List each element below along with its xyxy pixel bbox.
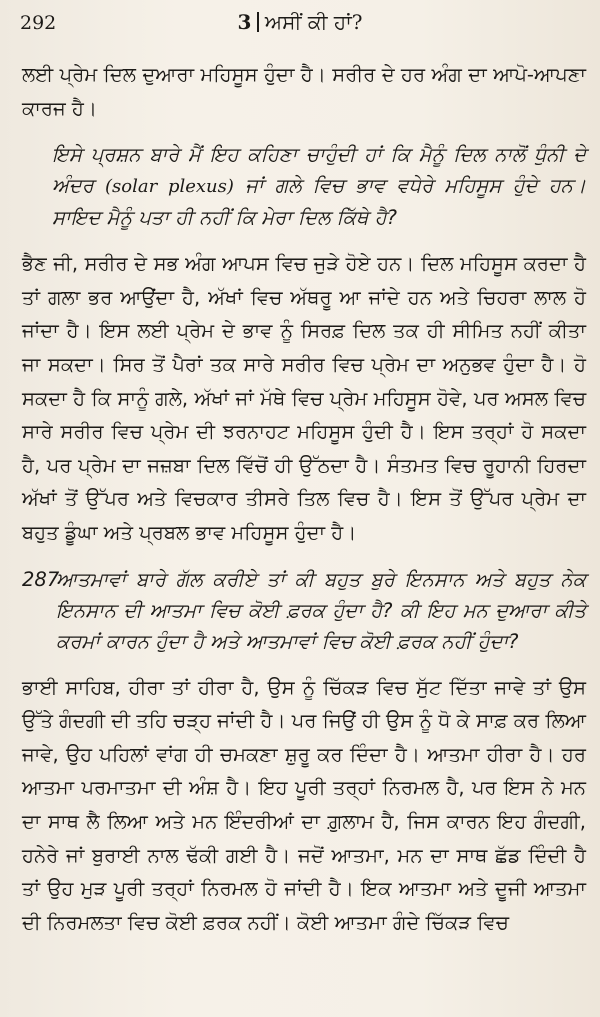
numbered-question — [22, 564, 586, 657]
body-text — [22, 58, 586, 939]
answer-paragraph: ਭਾਈ ਸਾਹਿਬ, ਹੀਰਾ ਤਾਂ ਹੀਰਾ ਹੈ, ਉਸ ਨੂੰ ਚਿੱਕੜ ਵਿਚ ਸੁੱਟ ਦਿੱਤਾ ਜਾਵੇ ਤਾਂ ਉਸ ਉੱਤੇ ਗੰਦਗੀ ਦੀ ਤਹਿ ਚੜ੍ਹ ਜਾਂਦੀ ਹੈ। ਪਰ ਜਿਉਂ ਹੀ ਉਸ ਨੂੰ ਧੋ ਕੇ ਸਾਫ਼ ਕਰ ਲਿਆ ਜਾਵੇ, ਉਹ ਪਹਿਲਾਂ ਵਾਂਗ ਹੀ ਚਮਕਣਾ ਸ਼ੁਰੂ ਕਰ ਦਿੰਦਾ ਹੈ। ਆਤਮਾ ਹੀਰਾ ਹੈ। ਹਰ ਆਤਮਾ ਪਰਮਾਤਮਾ ਦੀ ਅੰਸ਼ ਹੈ। ਇਹ ਪੂਰੀ ਤਰ੍ਹਾਂ ਨਿਰਮਲ ਹੈ, ਪਰ ਇਸ ਨੇ ਮਨ ਦਾ ਸਾਥ ਲੈ ਲਿਆ ਅਤੇ ਮਨ ਇੰਦਰੀਆਂ ਦਾ ਗ਼ੁਲਾਮ ਹੈ, ਜਿਸ ਕਾਰਨ ਇਹ ਗੰਦਗੀ, ਹਨੇਰੇ ਜਾਂ ਬੁਰਾਈ ਨਾਲ ਢੱਕੀ ਗਈ ਹੈ। ਜਦੋਂ ਆਤਮਾ, ਮਨ ਦਾ ਸਾਥ ਛੱਡ ਦਿੰਦੀ ਹੈ ਤਾਂ ਉਹ ਮੁੜ ਪੂਰੀ ਤਰ੍ਹਾਂ ਨਿਰਮਲ ਹੋ ਜਾਂਦੀ ਹੈ। ਇਕ ਆਤਮਾ ਅਤੇ ਦੂਜੀ ਆਤਮਾ ਦੀ ਨਿਰਮਲਤਾ ਵਿਚ ਕੋਈ ਫ਼ਰਕ ਨਹੀਂ। ਕੋਈ ਆਤਮਾ ਗੰਦੇ ਚਿੱਕੜ ਵਿਚ — [22, 675, 586, 934]
answer-paragraph-continued: ਲਈ ਪ੍ਰੇਮ ਦਿਲ ਦੁਆਰਾ ਮਹਿਸੂਸ ਹੁੰਦਾ ਹੈ। ਸਰੀਰ ਦੇ ਹਰ ਅੰਗ ਦਾ ਆਪੋ-ਆਪਣਾ ਕਾਰਜ ਹੈ। — [22, 63, 586, 120]
question-text: ਆਤਮਾਵਾਂ ਬਾਰੇ ਗੱਲ ਕਰੀਏ ਤਾਂ ਕੀ ਬਹੁਤ ਬੁਰੇ ਇਨਸਾਨ ਅਤੇ ਬਹੁਤ ਨੇਕ ਇਨਸਾਨ ਦੀ ਆਤਮਾ ਵਿਚ ਕੋਈ ਫ਼ਰਕ ਹੁੰਦਾ ਹੈ? ਕੀ ਇਹ ਮਨ ਦੁਆਰਾ ਕੀਤੇ ਕਰਮਾਂ ਕਾਰਨ ਹੁੰਦਾ ਹੈ ਅਤੇ ਆਤਮਾਵਾਂ ਵਿਚ ਕੋਈ ਫ਼ਰਕ ਨਹੀਂ ਹੁੰਦਾ? — [56, 567, 586, 653]
running-head — [14, 10, 586, 34]
chapter-title: ਅਸੀਂ ਕੀ ਹਾਂ? — [264, 10, 363, 34]
chapter-number: 3 — [237, 10, 252, 34]
answer-paragraph: ਭੈਣ ਜੀ, ਸਰੀਰ ਦੇ ਸਭ ਅੰਗ ਆਪਸ ਵਿਚ ਜੁੜੇ ਹੋਏ ਹਨ। ਦਿਲ ਮਹਿਸੂਸ ਕਰਦਾ ਹੈ ਤਾਂ ਗਲਾ ਭਰ ਆਉਂਦਾ ਹੈ, ਅੱਖਾਂ ਵਿਚ ਅੱਥਰੂ ਆ ਜਾਂਦੇ ਹਨ ਅਤੇ ਚਿਹਰਾ ਲਾਲ ਹੋ ਜਾਂਦਾ ਹੈ। ਇਸ ਲਈ ਪ੍ਰੇਮ ਦੇ ਭਾਵ ਨੂੰ ਸਿਰਫ਼ ਦਿਲ ਤਕ ਹੀ ਸੀਮਿਤ ਨਹੀਂ ਕੀਤਾ ਜਾ ਸਕਦਾ। ਸਿਰ ਤੋਂ ਪੈਰਾਂ ਤਕ ਸਾਰੇ ਸਰੀਰ ਵਿਚ ਪ੍ਰੇਮ ਦਾ ਅਨੁਭਵ ਹੁੰਦਾ ਹੈ। ਹੋ ਸਕਦਾ ਹੈ ਕਿ ਸਾਨੂੰ ਗਲੇ, ਅੱਖਾਂ ਜਾਂ ਮੱਥੇ ਵਿਚ ਪ੍ਰੇਮ ਮਹਿਸੂਸ ਹੋਵੇ, ਪਰ ਅਸਲ ਵਿਚ ਸਾਰੇ ਸਰੀਰ ਵਿਚ ਪ੍ਰੇਮ ਦੀ ਝਰਨਾਹਟ ਮਹਿਸੂਸ ਹੁੰਦੀ ਹੈ। ਇਸ ਤਰ੍ਹਾਂ ਹੋ ਸਕਦਾ ਹੈ, ਪਰ ਪ੍ਰੇਮ ਦਾ ਜਜ਼ਬਾ ਦਿਲ ਵਿੱਚੋਂ ਹੀ ਉੱਠਦਾ ਹੈ। ਸੰਤਮਤ ਵਿਚ ਰੂਹਾਨੀ ਹਿਰਦਾ ਅੱਖਾਂ ਤੋਂ ਉੱਪਰ ਅਤੇ ਵਿਚਕਾਰ ਤੀਸਰੇ ਤਿਲ ਵਿਚ ਹੈ। ਇਸ ਤੋਂ ਉੱਪਰ ਪ੍ਰੇਮ ਦਾ ਬਹੁਤ ਡੂੰਘਾ ਅਤੇ ਪ੍ਰਬਲ ਭਾਵ ਮਹਿਸੂਸ ਹੁੰਦਾ ਹੈ। — [22, 252, 586, 544]
question-number: 287 — [22, 567, 60, 591]
latin-term: (solar plexus) — [105, 176, 234, 198]
page-number: 292 — [20, 12, 57, 34]
page-header — [14, 6, 586, 42]
question-text-part2: ਜਾਂ ਗਲੇ ਵਿਚ ਭਾਵ ਵਧੇਰੇ ਮਹਿਸੂਸ ਹੁੰਦੇ ਹਨ। ਸਾਇਦ ਮੈਨੂੰ ਪਤਾ ਹੀ ਨਹੀਂ ਕਿ ਮੇਰਾ ਦਿਲ ਕਿੱਥੇ ਹੈ? — [52, 174, 587, 230]
header-separator — [257, 12, 259, 32]
question-paragraph — [52, 139, 586, 233]
question-text-part1: ਇਸੇ ਪ੍ਰਸ਼ਨ ਬਾਰੇ ਮੈਂ ਇਹ ਕਹਿਣਾ ਚਾਹੁੰਦੀ ਹਾਂ ਕਿ ਮੈਨੂੰ ਦਿਲ ਨਾਲੋਂ ਧੁੰਨੀ ਦੇ ਅੰਦਰ — [52, 143, 586, 198]
